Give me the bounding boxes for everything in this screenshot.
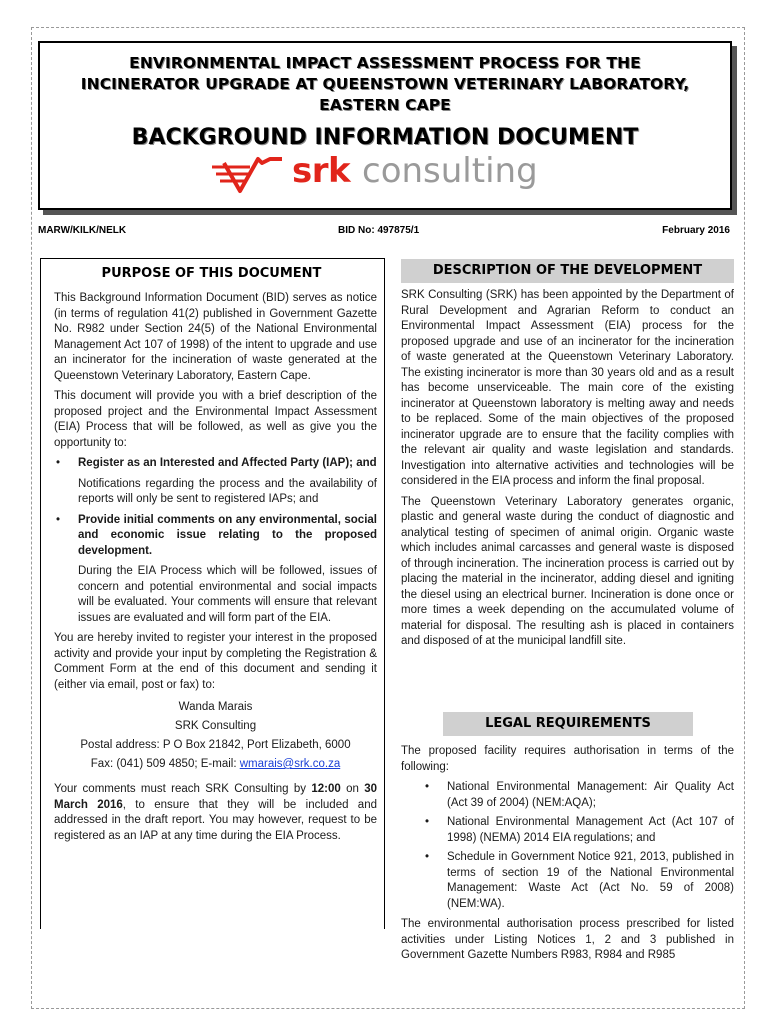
- email-link[interactable]: wmarais@srk.co.za: [239, 758, 341, 770]
- list-item: [54, 513, 377, 560]
- list-item: • Schedule in Government Notice 921, 2013, published in terms of section 19 of the National Environmental Management: Waste Act (Act No. 59 of 2008) (NEM:WA).: [401, 850, 734, 912]
- purpose-paragraph-2: This document will provide you with a brief description of the proposed project and the Environmental Impact Assessment (EIA) Process that will be followed, as well as give you the opportunity to:: [54, 390, 377, 449]
- list-item: • National Environmental Management: Air Quality Act (Act 39 of 2004) (NEM:AQA);: [401, 780, 734, 811]
- contact-name: Wanda Marais: [178, 701, 253, 713]
- list-item: • National Environmental Management Act (Act 107 of 1998) (NEMA) 2014 EIA regulations; and: [401, 815, 734, 846]
- legal-banner: [443, 712, 696, 736]
- deadline-text-a: Your comments must reach SRK Consulting by: [54, 783, 312, 795]
- deadline-time: 12:00: [311, 783, 341, 795]
- legal-list: [401, 780, 734, 912]
- purpose-section: [54, 291, 377, 849]
- description-paragraph-1: SRK Consulting (SRK) has been appointed by the Department of Rural Development and Agrarian Reform to conduct an Environmental Impact Assessment (EIA) process for the proposed upgrade and use of an incinerator for the incineration of waste generated at the Queenstown Veterinary Laboratory. The existing incinerator is more than 30 years old and as a result has become unserviceable. The main core of the existing incinerator at Queenstown laboratory is melting away and needs to be replaced. Some of the main objectives of the proposed incinerator upgrade are to ensure that the facility complies with the relevant air quality and waste legislation and standards. Investigation into alternative activities and technologies will be considered in the EIA process and inform the final proposal.: [401, 289, 734, 487]
- deadline-text-c: , to ensure that they will be included and addressed in the draft report. You may however, request to be registered as an IAP at any time during the EIA Process.: [54, 798, 377, 842]
- contact-postal: Postal address: P O Box 21842, Port Elizabeth, 6000: [80, 739, 351, 751]
- legal-closing: The environmental authorisation process prescribed for listed activities under Listing Notices 1, 2 and 3 published in Government Gazette Numbers R983, R984 and R985: [401, 918, 734, 961]
- bullet-comments: Provide initial comments on any environmental, social and economic issue relating to the proposed development.: [78, 513, 377, 557]
- contact-company: SRK Consulting: [174, 720, 257, 732]
- legal-heading: LEGAL REQUIREMENTS: [485, 716, 651, 731]
- srk-logo-mark-icon: [210, 153, 285, 198]
- reference-code: MARW/KILK/NELK: [38, 225, 127, 236]
- bullet-register-note: Notifications regarding the process and the availability of reports will only be sent to registered IAPs; and: [78, 477, 377, 505]
- document-date: February 2016: [662, 225, 730, 236]
- logo-brand: srk: [292, 151, 351, 191]
- deadline-date: 30 March 2016: [54, 783, 377, 811]
- description-banner: [401, 259, 737, 283]
- bid-number: BID No: 497875/1: [338, 225, 420, 236]
- document-heading: [40, 53, 730, 116]
- deadline-paragraph: [54, 782, 377, 844]
- bullet-register: Register as an Interested and Affected Party (IAP); and: [78, 457, 377, 469]
- legal-intro: The proposed facility requires authorisation in terms of the following:: [401, 745, 734, 773]
- description-heading: DESCRIPTION OF THE DEVELOPMENT: [432, 263, 703, 278]
- srk-logo: [210, 153, 590, 198]
- bullet-comments-note: During the EIA Process which will be followed, issues of concern and potential environmental and social impacts will be evaluated. Your comments will ensure that relevant issues are evaluated and will form part of the EIA.: [78, 565, 377, 624]
- contact-fax-email: [54, 755, 377, 774]
- heading-line-3: EASTERN CAPE: [319, 96, 451, 114]
- description-section: [401, 288, 734, 655]
- list-item: [54, 456, 377, 472]
- purpose-bullets: [54, 456, 377, 472]
- legal-section: [401, 744, 734, 969]
- purpose-paragraph-3: You are hereby invited to register your interest in the proposed activity and provide your input by completing the Registration & Comment Form at the end of this document and sending it (either via email, post or fax) to:: [54, 632, 377, 691]
- document-title: BACKGROUND INFORMATION DOCUMENT: [131, 125, 639, 150]
- contact-fax: Fax: (041) 509 4850; E-mail:: [90, 758, 240, 770]
- heading-line-1: ENVIRONMENTAL IMPACT ASSESSMENT PROCESS FOR THE: [129, 54, 641, 72]
- deadline-text-b: on: [340, 783, 365, 795]
- purpose-bullets-2: [54, 513, 377, 560]
- description-paragraph-2: The Queenstown Veterinary Laboratory generates organic, plastic and general waste during the conduct of diagnostic and analytical testing of specimen of animal origin. Organic waste which includes animal carcasses and general waste is disposed of through incineration. The incineration process is carried out by placing the material in the incinerator, adding diesel and igniting the diesel using an electrical burner. Incineration is done once or more times a week depending on the accumulated volume of material for disposal. The resulting ash is placed in containers and disposed of at the municipal landfill site.: [401, 495, 734, 647]
- purpose-heading: PURPOSE OF THIS DOCUMENT: [101, 266, 322, 281]
- logo-suffix: consulting: [362, 151, 538, 191]
- purpose-paragraph-1: This Background Information Document (BID) serves as notice (in terms of regulation 41(2) published in Government Gazette No. R982 under Section 24(5) of the National Environmental Management Act 107 of 1998) of the intent to upgrade and use an incinerator for the incineration of waste generated at the Queenstown Veterinary Laboratory, Eastern Cape.: [54, 292, 377, 382]
- heading-line-2: INCINERATOR UPGRADE AT QUEENSTOWN VETERINARY LABORATORY,: [80, 75, 690, 93]
